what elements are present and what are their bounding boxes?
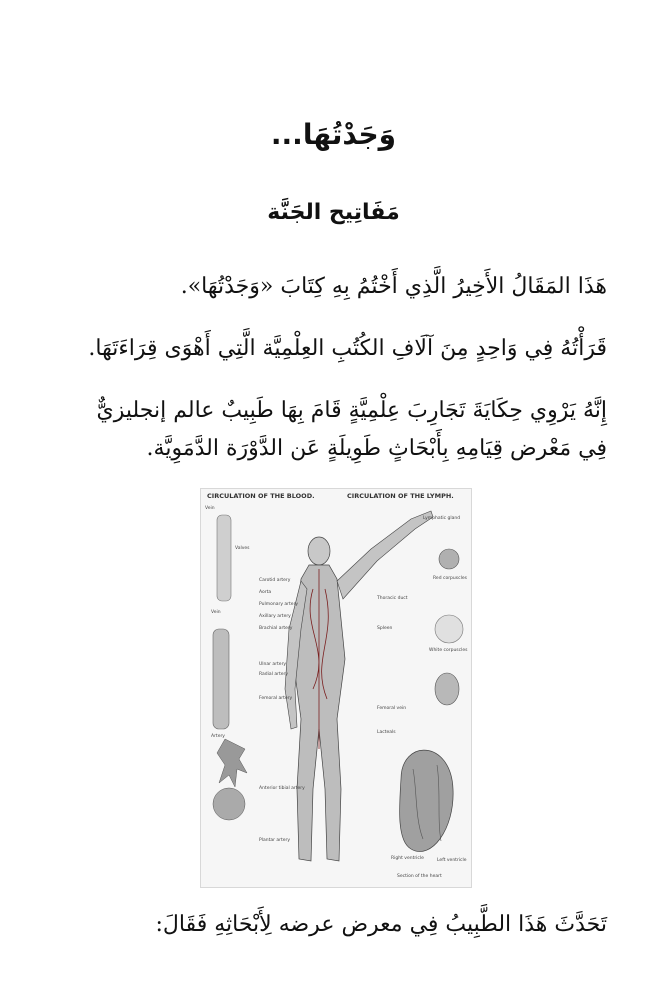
white-corpuscle <box>435 615 463 643</box>
label-femoral-vein: Femoral vein <box>377 706 407 711</box>
label-left-ventricle: Left ventricle <box>437 858 467 863</box>
label-radial: Radial artery <box>259 672 288 677</box>
anatomy-circulation-illustration <box>200 488 472 888</box>
label-plantar: Plantar artery <box>259 838 291 843</box>
capillary-network <box>217 739 247 787</box>
lymph-gland-detail <box>213 788 245 820</box>
vein-specimen <box>217 515 231 601</box>
paragraph-4: تَحَدَّثَ هَذَا الطَّبِيبُ فِي معرض عرضه لِأَبْحَاثِهِ فَقَالَ: <box>155 912 607 937</box>
label-lacteals: Lacteals <box>377 730 396 735</box>
figure-heading-lymph: CIRCULATION OF THE LYMPH. <box>347 492 454 500</box>
label-valves: Valves <box>235 546 250 551</box>
label-right-ventricle: Right ventricle <box>391 856 424 861</box>
chapter-title: وَجَدْتُهَا... <box>270 118 397 151</box>
red-corpuscle <box>439 549 459 569</box>
label-axillary: Axillary artery <box>259 614 291 619</box>
paragraph-1: هَذَا المَقَالُ الأَخِيرُ الَّذِي أَخْتُمُ بِهِ كِتَابَ «وَجَدْتُهَا». <box>180 274 607 299</box>
lymph-node-specimen <box>435 673 459 705</box>
label-brachial: Brachial artery <box>259 626 293 631</box>
label-white-corpuscles: White corpuscles <box>429 648 468 653</box>
paragraph-3 <box>58 392 607 468</box>
figure-heading-blood: CIRCULATION OF THE BLOOD. <box>207 492 315 500</box>
label-red-corpuscles: Red corpuscles <box>433 576 467 581</box>
paragraph-3-line-1: إِنَّهُ يَرْوِي حِكَايَةَ تَجَارِبَ عِلْمِيَّةٍ قَامَ بِهَا طَبِيبٌ عالم إنجليزيٌّ <box>96 398 607 423</box>
label-lymphatic-gland: Lymphatic gland <box>423 516 461 521</box>
figure-head <box>308 537 330 565</box>
label-femoral: Femoral artery <box>259 696 293 701</box>
label-section-heart: Section of the heart <box>397 874 442 879</box>
label-carotid: Carotid artery <box>259 578 291 583</box>
label-vein-2: Vein <box>211 610 221 615</box>
label-thoracic-duct: Thoracic duct <box>377 596 408 601</box>
paragraph-2: قَرَأْتُهُ فِي وَاحِدٍ مِنَ آلَافِ الكُتُبِ العِلْمِيَّة الَّتِي أَهْوَى قِرَاءَتَهَا. <box>88 336 607 361</box>
artery-specimen <box>213 629 229 729</box>
paragraph-3-line-2: فِي مَعْرض قِيَامِهِ بِأَبْحَاثٍ طَوِيلَةٍ عَن الدَّوْرَة الدَّمَوِيَّة. <box>146 436 607 461</box>
raised-arm <box>337 511 433 599</box>
chapter-subtitle: مَفَاتِيح الجَنَّة <box>267 200 400 225</box>
heart-section <box>400 750 454 851</box>
label-anterior-tibial: Anterior tibial artery <box>259 786 305 791</box>
label-aorta: Aorta <box>259 590 272 595</box>
label-spleen: Spleen <box>377 626 393 631</box>
label-vein: Vein <box>205 506 215 511</box>
label-artery: Artery <box>211 734 225 739</box>
anatomy-drawing <box>201 489 471 887</box>
label-pulmonary: Pulmonary artery <box>259 602 299 607</box>
label-ulnar: Ulnar artery <box>259 662 287 667</box>
